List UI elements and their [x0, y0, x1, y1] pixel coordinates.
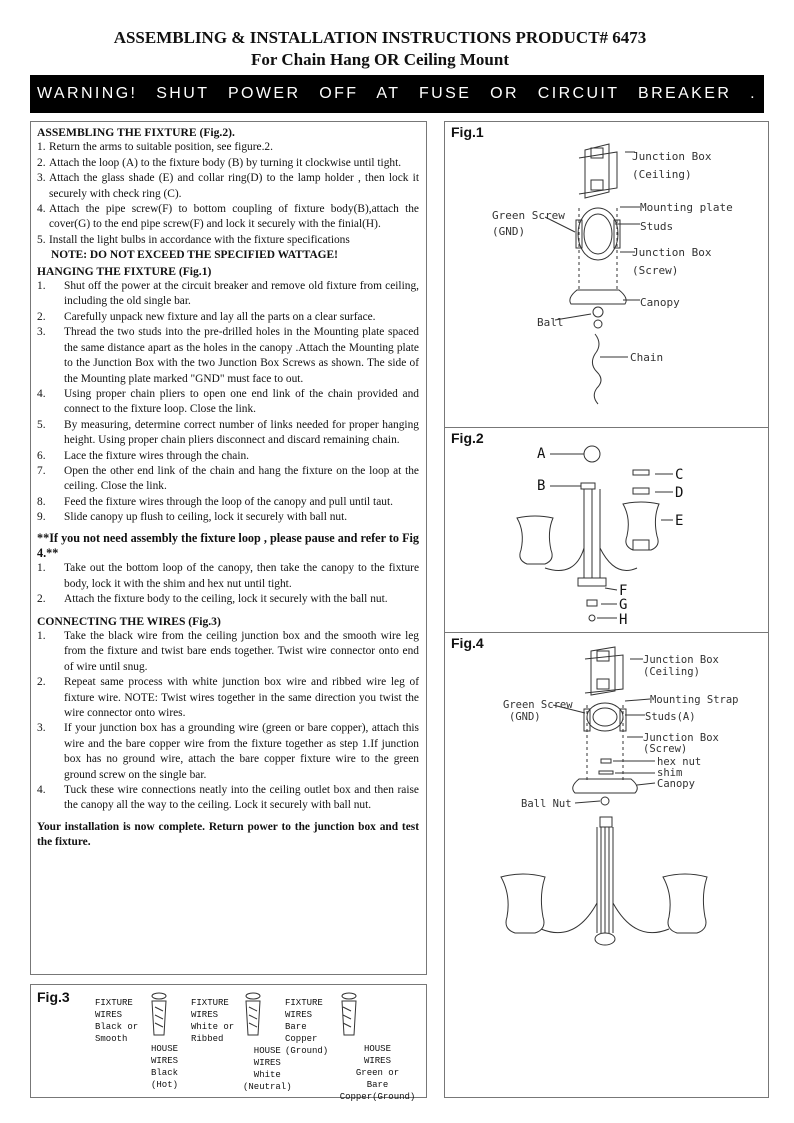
fig3-fixture-line: WIRES: [95, 1010, 123, 1020]
connecting-item-number: 1.: [37, 630, 46, 642]
fig1-junction-box: Junction Box: [632, 150, 712, 163]
connecting-item: [37, 721, 419, 783]
fig3-house-line: WIRES: [363, 1056, 391, 1066]
fig1-junction-box2: Junction Box: [632, 246, 712, 259]
hanging-item-number: 1.: [37, 280, 46, 293]
fig3-house-line: Green or: [355, 1068, 400, 1078]
fig2-panel: [444, 427, 769, 633]
warning-banner: [30, 75, 764, 113]
fig3-fixture-line: Ribbed: [191, 1034, 224, 1044]
hanging-item-text: Open the other end link of the chain and hang the fixture on the loop at the ceiling. Close the link.: [64, 464, 419, 493]
connecting-item-text: If your junction box has a grounding wire (green or bare copper), attach this wire and the bare copper wire from the fixture together as step 1.If junction box has no ground wire, attach the bare copper fixture wire to the green ground screw on the single bar.: [64, 722, 419, 781]
assembling-heading: ASSEMBLING THE FIXTURE (Fig.2).: [37, 126, 235, 139]
fig3-house-wires-label: [329, 1043, 426, 1103]
assembling-item-text: Return the arms to suitable position, see figure.2.: [49, 141, 273, 154]
connecting-item-number: 2.: [37, 676, 46, 689]
fig3-fixture-wires-label: [285, 997, 328, 1057]
hanging-heading: HANGING THE FIXTURE (Fig.1): [37, 264, 212, 278]
fig3-house-line: Black: [151, 1068, 179, 1078]
fig3-fixture-line: Black or: [95, 1022, 139, 1032]
warning-text: WARNING! SHUT POWER OFF AT FUSE OR CIRCUIT BREAKER .: [37, 85, 757, 102]
fig1-gnd: (GND): [492, 225, 526, 238]
fig3-fixture-wires-label: [95, 997, 138, 1045]
assembling-item-text: Attach the loop (A) to the fixture body (B) by turning it clockwise until tight.: [49, 156, 402, 169]
fig4-gnd: (GND): [509, 711, 541, 723]
fig1-ball: Ball: [537, 316, 564, 329]
wattage-note: NOTE: DO NOT EXCEED THE SPECIFIED WATTAGE!: [51, 249, 338, 262]
assembling-item: [37, 140, 419, 155]
fig4-note-item-number: 2.: [37, 593, 46, 606]
hanging-item-text: Using proper chain pliers to open one end link of the chain provided and connect to the fixture loop. Close the link.: [64, 387, 419, 416]
connecting-item-text: Take the black wire from the ceiling junction box and the smooth wire leg from the fixture and twist bare ends together. Twist wire connector onto end of wire until snug.: [64, 630, 419, 673]
hanging-item-text: Feed the fixture wires through the loop of the canopy and pull until taut.: [64, 495, 393, 508]
assembling-list: [37, 140, 419, 248]
assembling-item-number: 3.: [37, 172, 46, 185]
fig3-house-line: WIRES: [151, 1056, 179, 1066]
hanging-item-number: 7.: [37, 464, 46, 477]
fig3-house-line: WIRES: [253, 1058, 281, 1068]
hanging-item: [37, 495, 419, 510]
fig4-note-item-number: 1.: [37, 562, 46, 575]
assembling-item-number: 1.: [37, 141, 46, 154]
assembling-item-number: 4.: [37, 203, 46, 216]
fig2-label-b: B: [537, 478, 546, 494]
connecting-item-number: 3.: [37, 722, 46, 735]
fig4-ceiling: (Ceiling): [643, 666, 700, 678]
fig4-note-heading: **If you not need assembly the fixture loop , please pause and refer to Fig 4.**: [37, 530, 419, 560]
fig3-fixture-wires-label: [191, 997, 234, 1045]
connecting-list: [37, 629, 419, 814]
fig4-screw: (Screw): [643, 743, 688, 755]
hanging-item-text: Lace the fixture wires through the chain.: [64, 449, 250, 462]
assembling-item-text: Install the light bulbs in accordance with the fixture specifications: [49, 233, 350, 246]
fig1-green-screw: Green Screw: [492, 209, 565, 222]
connecting-item: [37, 783, 419, 814]
fig3-fixture-line: WIRES: [285, 1010, 313, 1020]
assembling-item-number: 5.: [37, 233, 46, 246]
hanging-list: [37, 279, 419, 526]
fig3-house-line: HOUSE: [151, 1044, 179, 1054]
fig3-house-line: HOUSE: [253, 1046, 281, 1056]
fig3-house-line: White: [253, 1070, 281, 1080]
hanging-item-number: 6.: [37, 449, 46, 462]
fig4-ball-nut: Ball Nut: [521, 798, 572, 810]
assembling-item-text: Attach the pipe screw(F) to bottom coupling of fixture body(B),attach the cover(G) to the end pipe screw(F) and lock it securely with the finial(H).: [49, 203, 419, 231]
hanging-item: [37, 325, 419, 387]
fig3-fixture-line: FIXTURE: [285, 998, 323, 1008]
fig2-label-g: G: [619, 597, 628, 613]
connecting-item: [37, 675, 419, 721]
fig4-note-item: [37, 592, 419, 607]
fig2-label-f: F: [619, 583, 628, 599]
assembling-item: [37, 202, 419, 233]
hanging-item: [37, 449, 419, 464]
closing-text: Your installation is now complete. Return power to the junction box and test the fixture.: [37, 820, 419, 849]
fig3-fixture-line: WIRES: [191, 1010, 219, 1020]
fig4-green-screw: Green Screw: [503, 699, 573, 711]
fig2-label-d: D: [675, 485, 684, 501]
fig2-label-e: E: [675, 513, 684, 529]
fig3-panel: [30, 984, 427, 1102]
fig4-note-list: [37, 561, 419, 607]
fig1-canopy: Canopy: [640, 296, 680, 309]
fig1-panel: [444, 121, 769, 428]
hanging-item-number: 2.: [37, 310, 46, 323]
fig4-diagram: [445, 633, 768, 1097]
fig3-house-line: HOUSE: [363, 1044, 391, 1054]
fig3-house-line: (Hot): [151, 1080, 179, 1090]
connecting-item: [37, 629, 419, 675]
fig4-panel: [444, 632, 769, 1098]
hanging-item: [37, 387, 419, 418]
fig3-fixture-line: White or: [191, 1022, 235, 1032]
fig3-fixture-line: Bare: [285, 1022, 307, 1032]
fig1-diagram: [445, 122, 768, 427]
fig4-label: Fig.4: [451, 635, 484, 651]
fig2-label-a: A: [537, 446, 546, 462]
hanging-item-text: Shut off the power at the circuit breaker and remove old fixture from ceiling, including the old single bar.: [64, 280, 419, 308]
assembling-item: [37, 233, 419, 248]
fig4-studs: Studs(A): [645, 711, 696, 723]
connecting-item-text: Repeat same process with white junction box wire and ribbed wire leg of fixture wire. NOTE: Twist wires together in the same direction you twist the wire connector onto wires.: [64, 676, 419, 720]
fig4-canopy: Canopy: [657, 778, 695, 790]
fig2-label-h: H: [619, 612, 628, 628]
hanging-item: [37, 279, 419, 310]
fig4-junction-box2: Junction Box: [643, 732, 719, 744]
fig1-studs: Studs: [640, 220, 674, 233]
fig4-note-item-text: Attach the fixture body to the ceiling, lock it securely with the ball nut.: [64, 593, 388, 606]
hanging-item-text: By measuring, determine correct number of links needed for proper hanging height. Using proper chain pliers disconnect and discard remaining chain.: [64, 418, 419, 447]
fig4-shim: shim: [657, 767, 683, 779]
hanging-item: [37, 310, 419, 325]
assembling-item-text: Attach the glass shade (E) and collar ring(D) to the lamp holder , then lock it securely with check ring (C).: [49, 172, 419, 200]
document-title: ASSEMBLING & INSTALLATION INSTRUCTIONS PRODUCT# 6473: [113, 28, 647, 47]
hanging-item-text: Carefully unpack new fixture and lay all the parts on a clear surface.: [64, 310, 376, 323]
hanging-item-text: Thread the two studs into the pre-drilled holes in the Mounting plate spaced the same distance apart as the holes in the canopy .Attach the Mounting plate to the Junction Box with the two Junction Box Screws as shown. The side of the Mounting plate marked "GND" must face to out.: [64, 326, 419, 385]
assembling-item: [37, 171, 419, 202]
fig3-fixture-line: Copper: [285, 1034, 318, 1044]
fig1-chain: Chain: [630, 351, 664, 364]
hanging-item-number: 8.: [37, 495, 46, 508]
fig1-mounting-plate: Mounting plate: [640, 201, 733, 214]
fig2-diagram: [445, 428, 768, 632]
fig3-fixture-line: Smooth: [95, 1034, 128, 1044]
fig3-house-wires-label: [151, 1043, 178, 1091]
fig3-house-line: (Neutral): [243, 1082, 292, 1092]
hanging-item-text: Slide canopy up flush to ceiling, lock it securely with ball nut.: [64, 511, 348, 524]
fig4-mounting-strap: Mounting Strap: [650, 694, 739, 706]
fig4-note-item: [37, 561, 419, 592]
connecting-item-number: 4.: [37, 784, 46, 797]
hanging-item-number: 3.: [37, 326, 46, 339]
hanging-item: [37, 464, 419, 495]
fig3-label: Fig.3: [37, 989, 70, 1005]
hanging-item: [37, 418, 419, 449]
hanging-item: [37, 510, 419, 525]
connecting-heading: CONNECTING THE WIRES (Fig.3): [37, 614, 221, 628]
fig4-note-item-text: Take out the bottom loop of the canopy, then take the canopy to the fixture body, lock it with the shim and hex nut until tight.: [64, 562, 419, 590]
fig3-house-line: Bare Copper(Ground): [339, 1080, 416, 1102]
hanging-item-number: 9.: [37, 511, 46, 524]
fig1-label: Fig.1: [451, 124, 484, 140]
fig2-label-c: C: [675, 467, 684, 483]
fig2-label: Fig.2: [451, 430, 484, 446]
document-subtitle: For Chain Hang OR Ceiling Mount: [250, 50, 510, 69]
assembling-item: [37, 156, 419, 171]
fig1-screw: (Screw): [632, 264, 679, 277]
fig3-fixture-line: (Ground): [285, 1046, 329, 1056]
fig4-junction-box: Junction Box: [643, 654, 719, 666]
assembling-item-number: 2.: [37, 156, 46, 169]
hanging-item-number: 5.: [37, 418, 46, 431]
connecting-item-text: Tuck these wire connections neatly into the ceiling outlet box and then raise the canopy all the way to the ceiling. Lock it securely with ball nut.: [64, 784, 419, 812]
fig4-hex-nut: hex nut: [657, 756, 702, 768]
fig3-fixture-line: FIXTURE: [95, 998, 133, 1008]
fig3-fixture-line: FIXTURE: [191, 998, 229, 1008]
instructions-panel: [30, 121, 427, 975]
fig1-ceiling: (Ceiling): [632, 168, 692, 181]
hanging-item-number: 4.: [37, 387, 46, 400]
